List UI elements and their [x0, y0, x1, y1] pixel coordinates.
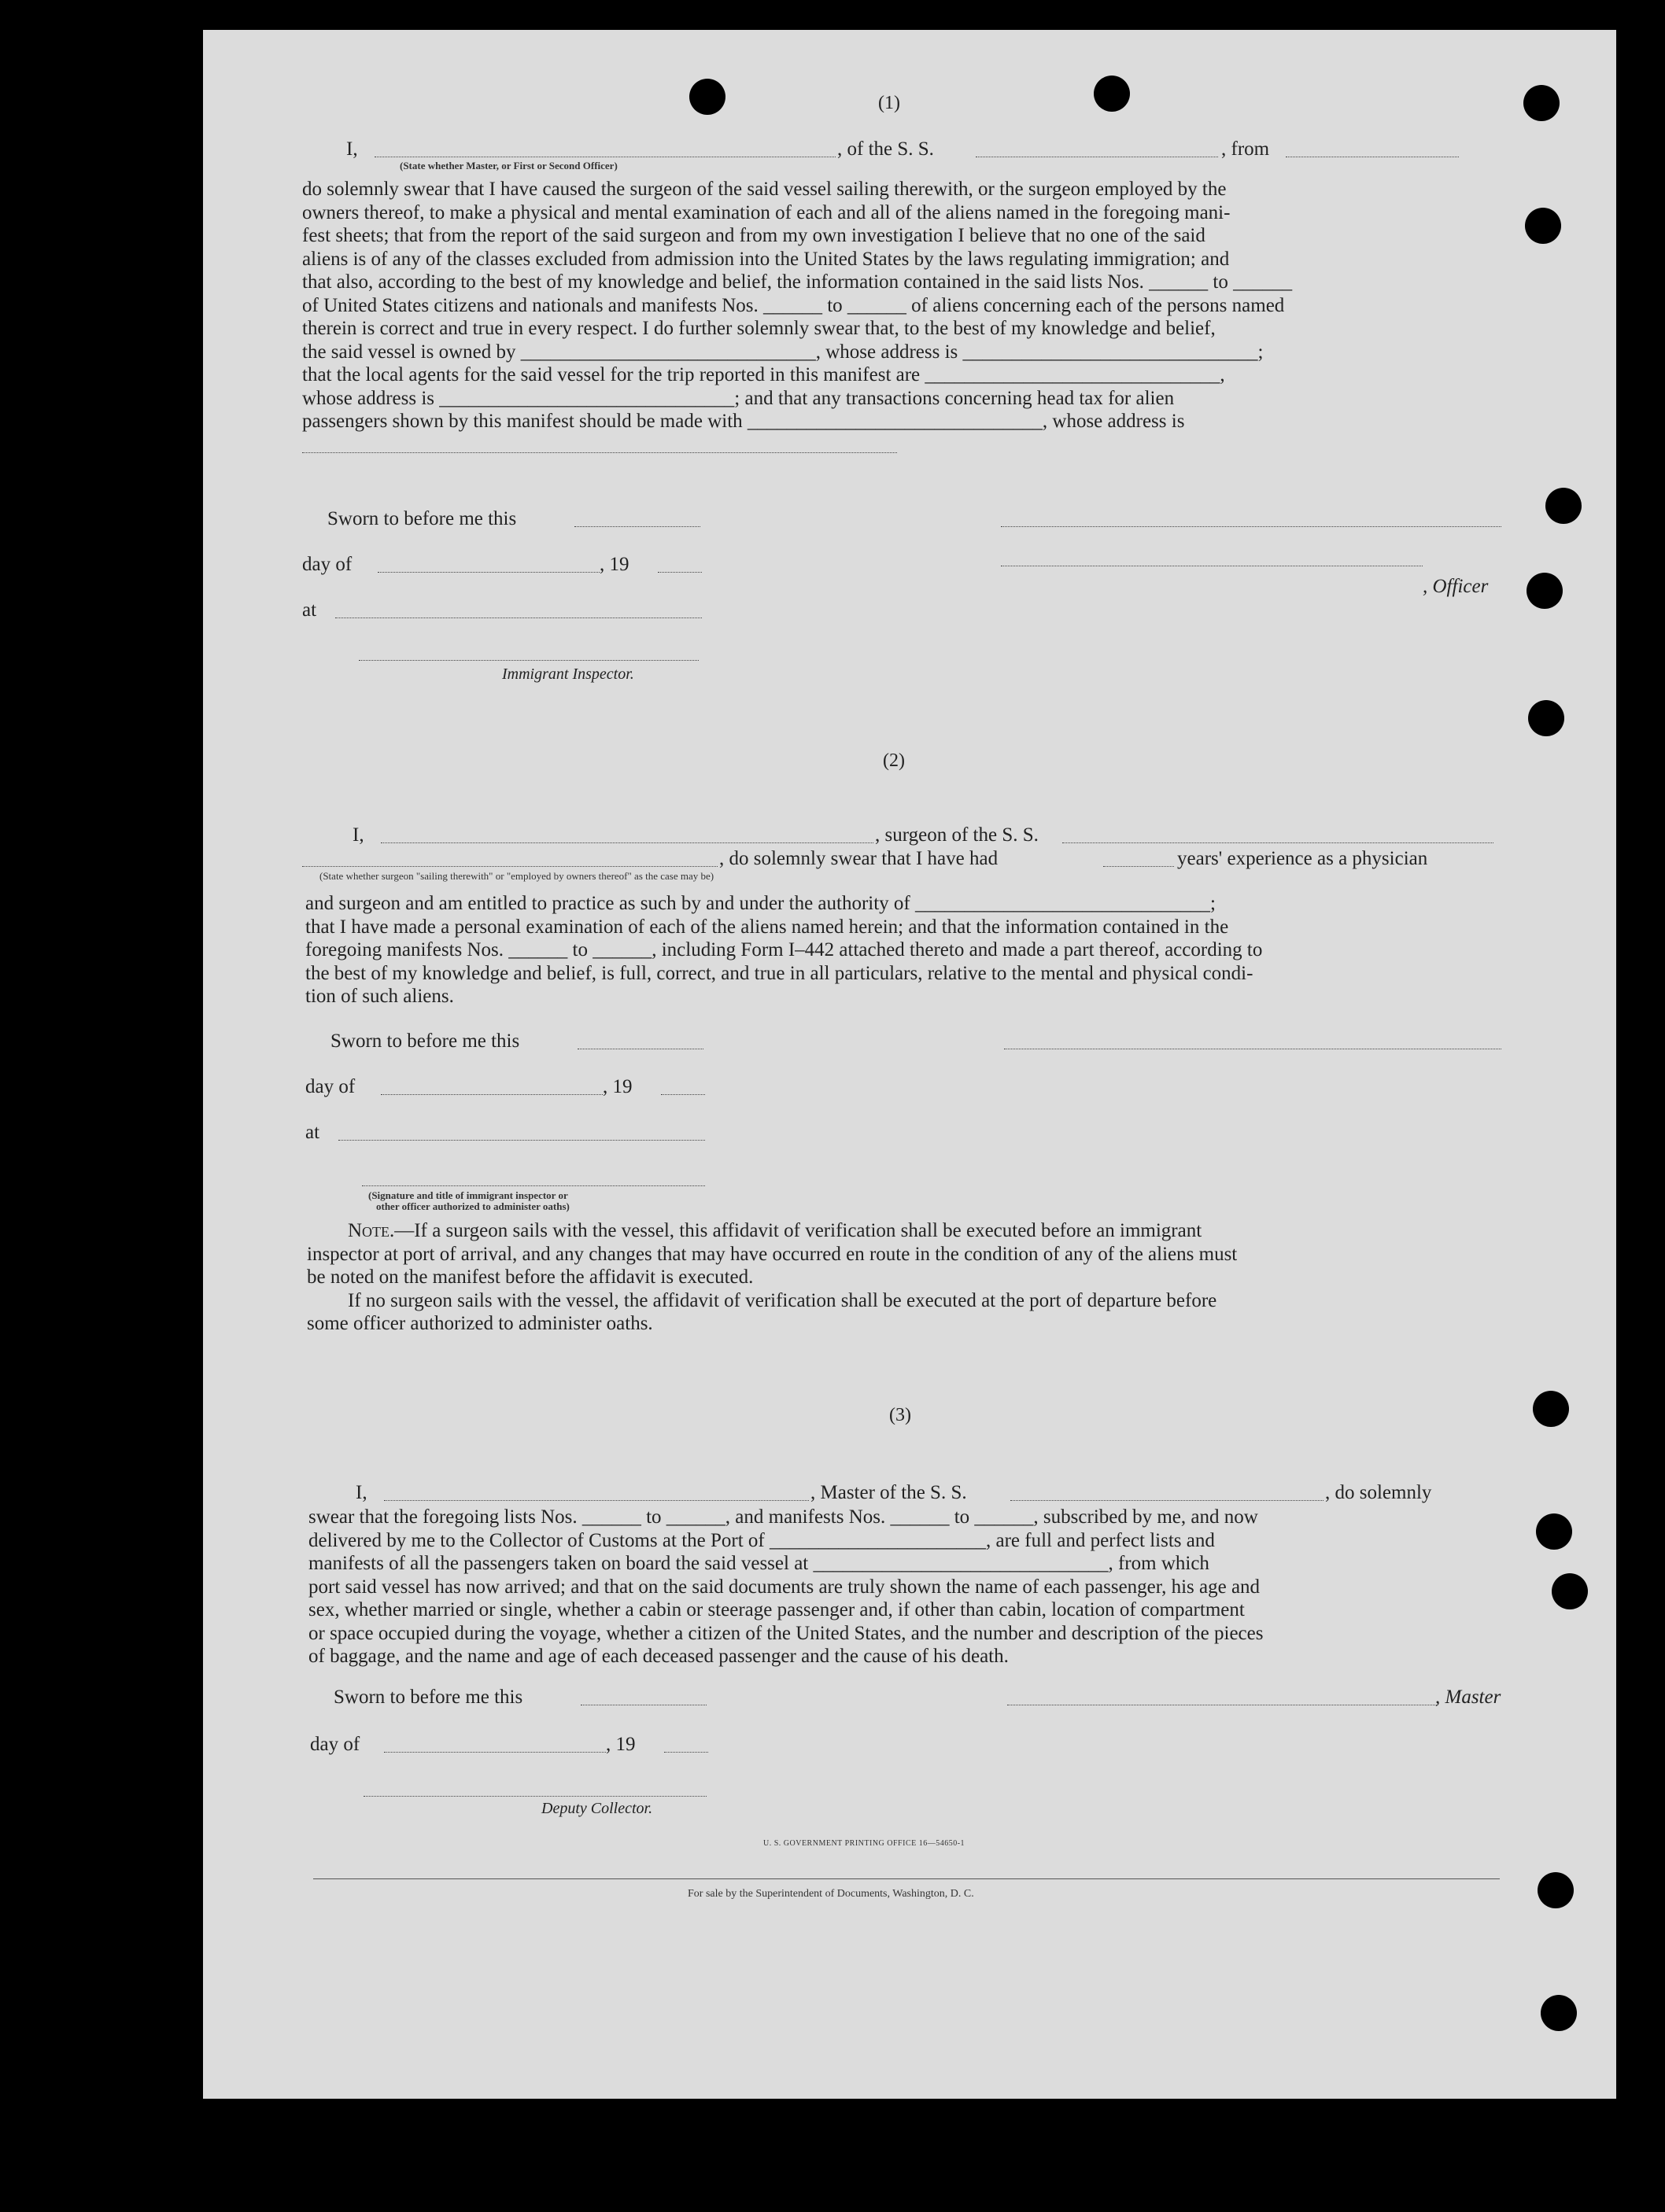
sec3-sworn-blank	[581, 1704, 707, 1705]
sec3-master-label: , Master	[1435, 1687, 1501, 1708]
sec1-at-label: at	[302, 599, 317, 621]
punch-hole	[1552, 1573, 1588, 1609]
sec3-day-label: day of	[310, 1734, 360, 1755]
sale-notice: For sale by the Superintendent of Documents, Washington, D. C.	[688, 1888, 974, 1900]
note-label: Note.	[348, 1220, 395, 1241]
sec3-line: of baggage, and the name and age of each deceased passenger and the cause of his death.	[308, 1646, 1009, 1667]
punch-hole	[1533, 1391, 1569, 1427]
punch-hole	[1527, 573, 1563, 609]
sec2-day-row	[305, 1076, 355, 1098]
section-2-number: (2)	[883, 750, 905, 771]
sec3-line: port said vessel has now arrived; and that on the said documents are truly shown the name of each passenger, his age and	[308, 1576, 1261, 1598]
footer-rule	[313, 1878, 1500, 1879]
sec2-sig-caption-1: (Signature and title of immigrant inspector or	[368, 1189, 568, 1201]
sec2-sworn-label: Sworn to before me this	[330, 1030, 520, 1052]
sec3-collector-line	[364, 1795, 707, 1797]
sec3-master-signature	[1007, 1704, 1437, 1705]
sec3-day-row	[310, 1734, 360, 1756]
sec2-line: the best of my knowledge and belief, is full, correct, and true in all particulars, relative to the mental and physical condi-	[305, 962, 1253, 984]
form-sheet	[203, 30, 1616, 2099]
punch-hole	[1094, 76, 1130, 112]
punch-hole	[1528, 700, 1564, 736]
sec1-line: fest sheets; that from the report of the said surgeon and from my own investigation I believe that no one of the said	[302, 225, 1205, 246]
sec2-sig-caption-2: other officer authorized to administer oaths)	[376, 1200, 570, 1212]
sec2-year-blank	[661, 1093, 705, 1095]
sec1-line: do solemnly swear that I have caused the surgeon of the said vessel sailing therewith, or the surgeon employed by the	[302, 179, 1227, 200]
sec1-day-label: day of	[302, 554, 353, 575]
punch-hole	[1538, 1872, 1574, 1908]
sec1-inspector-label: Immigrant Inspector.	[502, 665, 634, 683]
sec1-line: of United States citizens and nationals and manifests Nos. ______ to ______ of aliens concerning each of the persons named	[302, 294, 1285, 316]
punch-hole	[689, 79, 725, 115]
sec2-sworn-blank	[578, 1048, 703, 1049]
note-line: be noted on the manifest before the affidavit is executed.	[307, 1266, 754, 1288]
sec2-year: , 19	[603, 1076, 633, 1097]
sec3-i: I,	[356, 1482, 367, 1503]
sec2-inspector-line	[362, 1185, 705, 1186]
sec2-day-blank	[381, 1093, 603, 1095]
sec1-inspector-line	[359, 659, 699, 661]
sec2-opening-line	[353, 824, 1493, 848]
sec3-sworn-label: Sworn to before me this	[334, 1687, 523, 1708]
sec1-line: that also, according to the best of my knowledge and belief, the information contained in the said lists Nos. ______ to ______	[302, 271, 1293, 293]
sec1-line: the said vessel is owned by ______________________________, whose address is ______________________________;	[302, 341, 1264, 363]
sec1-caption: (State whether Master, or First or Second Officer)	[400, 160, 618, 171]
sec1-year: , 19	[600, 554, 629, 575]
sec1-line: whose address is ______________________________; and that any transactions concerning head tax for alien	[302, 387, 1175, 409]
sec3-line: sex, whether married or single, whether a cabin or steerage passenger and, if other than cabin, location of compartment	[308, 1599, 1245, 1620]
sec1-from: , from	[1221, 138, 1270, 160]
sec1-line: passengers shown by this manifest should be made with ______________________________, whose address is	[302, 411, 1185, 432]
sec3-line: delivered by me to the Collector of Customs at the Port of ______________________, are full and perfect lists and	[308, 1529, 1215, 1551]
sec2-day-label: day of	[305, 1076, 356, 1097]
sec2-surgeon: , surgeon of the S. S.	[875, 824, 1039, 846]
note-line: some officer authorized to administer oaths.	[307, 1313, 653, 1334]
sec2-note	[307, 1219, 1495, 1336]
sec1-line: aliens is of any of the classes excluded from admission into the United States by the laws regulating immigration; and	[302, 248, 1230, 270]
sec1-sworn-label: Sworn to before me this	[327, 508, 517, 529]
sec3-master-of: , Master of the S. S.	[810, 1482, 967, 1503]
sec1-address-line	[302, 452, 897, 453]
sec2-sworn-row	[330, 1030, 519, 1053]
note-line: inspector at port of arrival, and any changes that may have occurred en route in the condition of any of the aliens must	[307, 1243, 1238, 1265]
sec3-body	[308, 1506, 1497, 1668]
sec1-day-row	[302, 554, 352, 576]
sec2-body	[305, 892, 1495, 1008]
sec1-body	[302, 178, 1495, 433]
sec2-at-label: at	[305, 1122, 320, 1143]
sec2-signature	[1004, 1048, 1501, 1049]
punch-hole	[1541, 1995, 1577, 2031]
sec2-at-blank	[338, 1139, 705, 1141]
sec2-solemnly: , do solemnly swear that I have had	[719, 848, 999, 869]
sec3-day-blank	[384, 1751, 606, 1753]
sec3-opening-line	[356, 1482, 1501, 1506]
sec2-line: and surgeon and am entitled to practice as such by and under the authority of ______________________________;	[305, 893, 1216, 914]
sec1-i: I,	[346, 138, 358, 160]
sec1-line: therein is correct and true in every respect. I do further solemnly swear that, to the best of my knowledge and belief,	[302, 318, 1216, 339]
note-line: If no surgeon sails with the vessel, the affidavit of verification shall be executed at the port of departure before	[348, 1289, 1217, 1311]
sec3-collector-label: Deputy Collector.	[541, 1800, 653, 1817]
sec2-caption: (State whether surgeon "sailing therewith" or "employed by owners thereof" as the case may be)	[319, 870, 714, 882]
sec3-year: , 19	[606, 1734, 636, 1755]
gpo-imprint: U. S. GOVERNMENT PRINTING OFFICE 16—54650-1	[763, 1839, 965, 1848]
sec3-line: manifests of all the passengers taken on board the said vessel at ______________________________, from which	[308, 1553, 1209, 1574]
sec2-line: foregoing manifests Nos. ______ to ______, including Form I–442 attached thereto and made a part thereof, according to	[305, 939, 1263, 960]
sec1-opening-line	[346, 138, 1459, 162]
sec2-line: that I have made a personal examination of each of the aliens named herein; and that the information contained in the	[305, 916, 1229, 938]
sec1-of-ss: , of the S. S.	[837, 138, 934, 160]
sec1-year-blank	[658, 571, 702, 573]
sec1-line: that the local agents for the said vessel for the trip reported in this manifest are ______________________________,	[302, 364, 1225, 385]
sec3-line: swear that the foregoing lists Nos. ______ to ______, and manifests Nos. ______ to ______, subscribed by me, and now	[308, 1506, 1258, 1528]
sec1-sworn-row	[327, 508, 516, 530]
note-line: —If a surgeon sails with the vessel, this affidavit of verification shall be executed before an immigrant	[394, 1220, 1202, 1241]
sec1-day-blank	[378, 571, 600, 573]
sec1-line: owners thereof, to make a physical and mental examination of each and all of the aliens named in the foregoing mani-	[302, 201, 1231, 223]
sec2-at-row	[305, 1122, 319, 1144]
punch-hole	[1525, 208, 1561, 244]
sec2-i: I,	[353, 824, 364, 846]
sec3-year-blank	[664, 1751, 708, 1753]
sec1-officer-signature	[1001, 525, 1501, 527]
sec1-officer-label: , Officer	[1423, 576, 1489, 597]
sec2-years: years' experience as a physician	[1177, 848, 1428, 869]
sec1-at-row	[302, 599, 316, 621]
sec1-officer-line	[1001, 565, 1423, 566]
section-1-number: (1)	[878, 93, 900, 113]
sec2-line: tion of such aliens.	[305, 986, 454, 1007]
sec1-at-blank	[335, 617, 702, 618]
sec3-do-solemnly: , do solemnly	[1325, 1482, 1432, 1503]
section-3-number: (3)	[889, 1405, 911, 1425]
punch-hole	[1536, 1513, 1572, 1550]
sec2-second-line	[302, 848, 1495, 872]
sec1-sworn-blank	[574, 525, 700, 527]
sec3-line: or space occupied during the voyage, whether a citizen of the United States, and the number and description of the pieces	[308, 1622, 1264, 1644]
sec3-sworn-row	[334, 1687, 522, 1709]
punch-hole	[1545, 488, 1582, 524]
punch-hole	[1523, 85, 1560, 121]
